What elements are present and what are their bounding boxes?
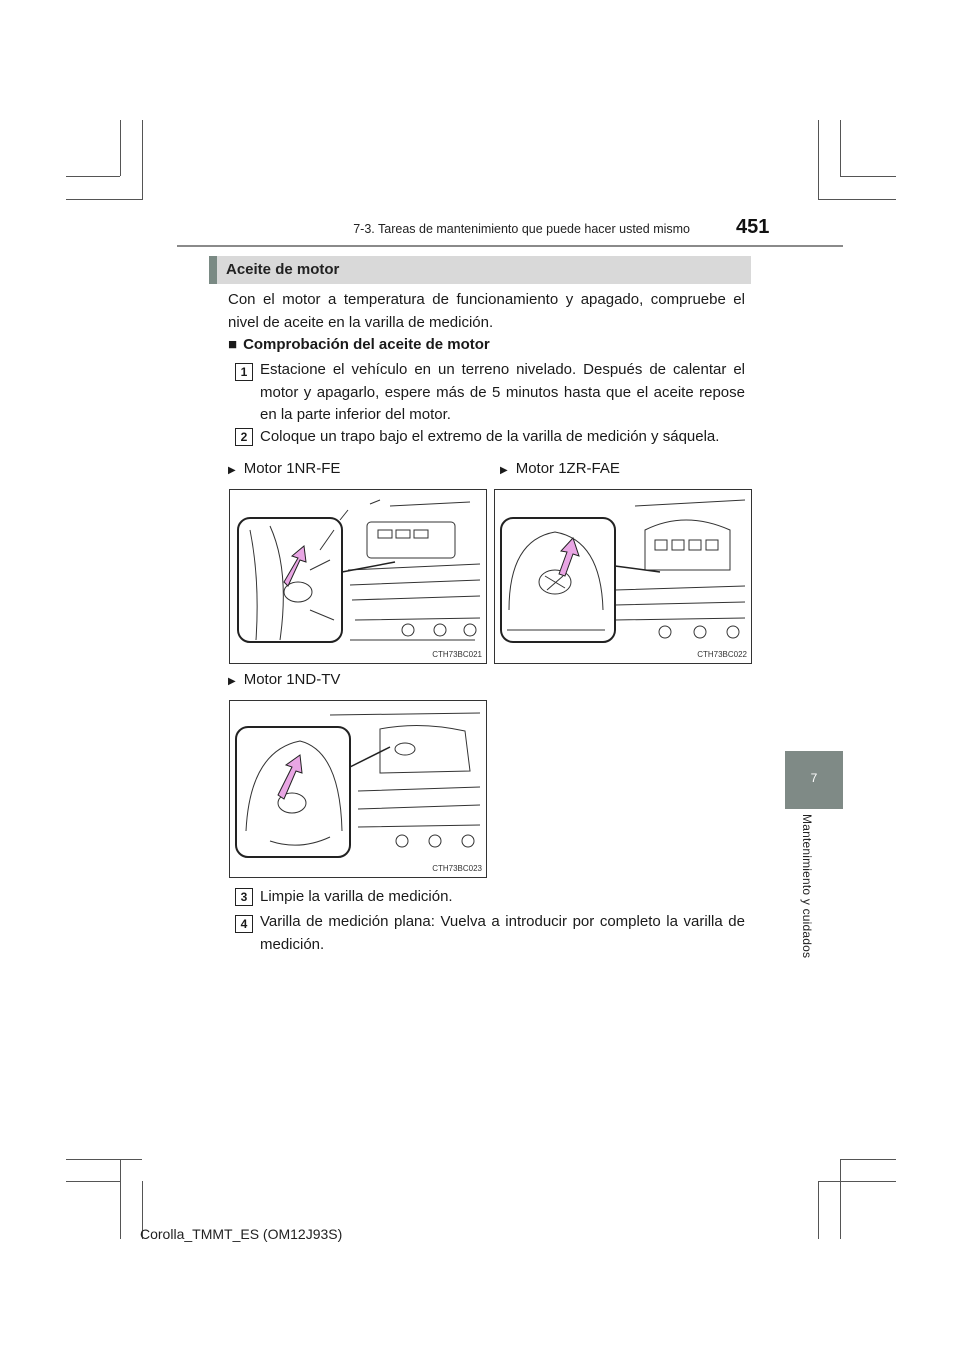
engine-1nr-fe-drawing [230,490,486,663]
step-number: 1 [235,363,253,381]
section-title: Aceite de motor [226,261,340,278]
crop-mark [840,1159,896,1160]
figure-caption: ▶ Motor 1ND-TV [228,671,341,688]
chapter-label: Mantenimiento y cuidados [800,814,814,959]
chapter-tab [785,751,843,809]
crop-mark [840,120,841,176]
footer-text: Corolla_TMMT_ES (OM12J93S) [140,1226,343,1242]
step-number: 3 [235,888,253,906]
crop-mark [66,176,120,177]
engine-illustration [229,489,487,664]
subsection-heading [228,336,490,353]
triangle-bullet-icon: ▶ [228,676,236,687]
subsection-title: Comprobación del aceite de motor [243,336,490,353]
chapter-title: 7-3. Tareas de mantenimiento que puede hacer usted mismo [353,222,690,236]
square-bullet-icon: ■ [228,336,238,353]
figure-code: CTH73BC023 [432,864,482,873]
crop-mark [120,120,121,176]
figure-caption: ▶ Motor 1ZR-FAE [500,460,620,477]
crop-mark [66,1159,142,1160]
page-number: 451 [736,216,770,238]
crop-mark [840,176,896,177]
crop-mark [840,1159,841,1239]
crop-mark [818,199,896,200]
step-number: 4 [235,915,253,933]
crop-mark [818,1181,896,1182]
intro-paragraph: Con el motor a temperatura de funcionamiento y apagado, compruebe el nivel de aceite en la varilla de medición. [228,291,745,331]
section-accent [209,256,217,284]
crop-mark [818,1181,819,1239]
crop-mark [818,120,819,200]
crop-mark [120,1159,121,1239]
header-divider [177,245,843,247]
figure-code: CTH73BC021 [432,650,482,659]
step-text: Estacione el vehículo en un terreno nivelado. Después de calentar el motor y apagarlo, espere más de 5 minutos hasta que el aceite repose en la parte inferior del motor. [260,361,745,423]
triangle-bullet-icon: ▶ [500,465,508,476]
step-text: Limpie la varilla de medición. [260,888,453,905]
engine-illustration [229,700,487,878]
step-text: Coloque un trapo bajo el extremo de la varilla de medición y sáquela. [260,428,720,445]
engine-illustration [494,489,752,664]
triangle-bullet-icon: ▶ [228,465,236,476]
section-heading [209,256,751,284]
engine-1nd-tv-drawing [230,701,486,877]
crop-mark [142,120,143,200]
crop-mark [66,1181,120,1182]
chapter-number: 7 [810,771,818,785]
step-text: Varilla de medición plana: Vuelva a introducir por completo la varilla de medición. [260,913,745,953]
step-number: 2 [235,428,253,446]
figure-caption: ▶ Motor 1NR-FE [228,460,341,477]
figure-code: CTH73BC022 [697,650,747,659]
crop-mark [66,199,142,200]
engine-1zr-fae-drawing [495,490,751,663]
